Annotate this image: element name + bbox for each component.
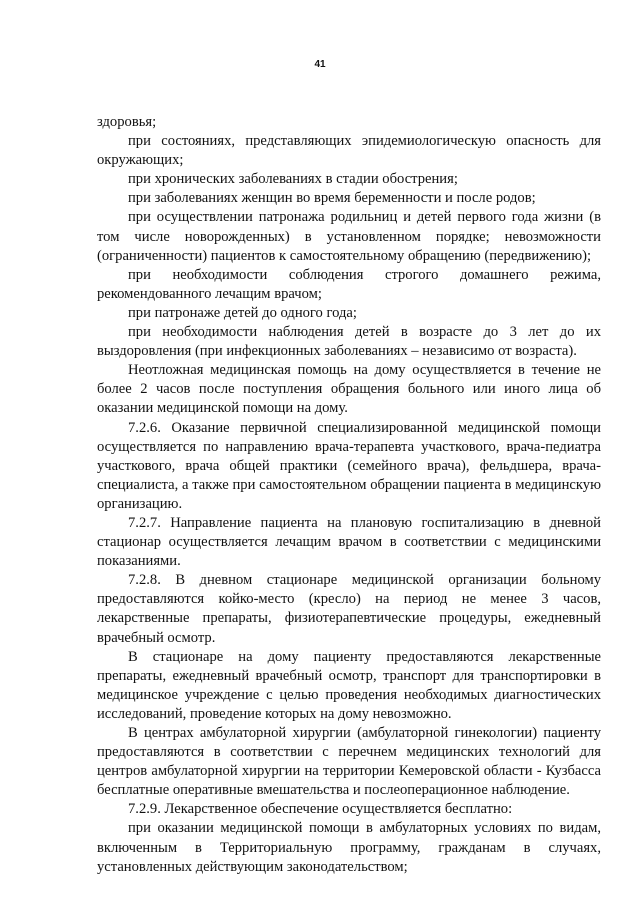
paragraph: В центрах амбулаторной хирургии (амбулаторной гинекологии) пациенту предоставляются в соответствии с перечнем медицинских технологий для центров амбулаторной хирургии на территории Кемеровской области - Кузбасса бесплатные оперативные вмешательства и послеоперационное наблюдение. — [97, 725, 601, 799]
paragraph: при осуществлении патронажа родильниц и детей первого года жизни (в том числе новорожденных) в установленном порядке; невозможности (ограниченности) пациентов к самостоятельному обращению (передвижению); — [97, 209, 601, 264]
paragraph: 7.2.7. Направление пациента на плановую госпитализацию в дневной стационар осуществляется лечащим врачом в соответствии с медицинскими показаниями. — [97, 514, 601, 570]
page-number: 41 — [314, 59, 326, 70]
paragraph: 7.2.8. В дневном стационаре медицинской организации больному предоставляются койко-место (кресло) на период не менее 3 часов, лекарственные препараты, физиотерапевтические процедуры, ежедневный врачебный осмотр. — [97, 572, 601, 646]
document-body — [97, 113, 601, 877]
paragraph: при патронаже детей до одного года; — [128, 304, 357, 321]
paragraph: при необходимости соблюдения строгого домашнего режима, рекомендованного лечащим врачом; — [97, 266, 601, 302]
paragraph: 7.2.6. Оказание первичной специализированной медицинской помощи осуществляется по направлению врача-терапевта участкового, врача-педиатра участкового, врача общей практики (семейного врача), фельдшера, врача-специалиста, а также при самостоятельном обращении пациента в медицинскую организацию. — [97, 419, 601, 512]
paragraph: Неотложная медицинская помощь на дому осуществляется в течение не более 2 часов после поступления обращения больного или иного лица об оказании медицинской помощи на дому. — [97, 362, 601, 417]
paragraph: 7.2.9. Лекарственное обеспечение осуществляется бесплатно: — [128, 801, 513, 818]
paragraph: при заболеваниях женщин во время беременности и после родов; — [128, 190, 536, 207]
paragraph: при необходимости наблюдения детей в возрасте до 3 лет до их выздоровления (при инфекционных заболеваниях – независимо от возраста). — [97, 324, 601, 360]
paragraph: при состояниях, представляющих эпидемиологическую опасность для окружающих; — [97, 133, 601, 169]
paragraph: при хронических заболеваниях в стадии обострения; — [128, 171, 458, 188]
paragraph: здоровья; — [97, 114, 157, 130]
paragraph: при оказании медицинской помощи в амбулаторных условиях по видам, включенным в Территориальную программу, гражданам в случаях, установленных действующим законодательством; — [97, 820, 601, 875]
paragraph: В стационаре на дому пациенту предоставляются лекарственные препараты, ежедневный врачебный осмотр, транспорт для транспортировки в медицинское учреждение с целью проведения необходимых диагностических исследований, проведение которых на дому невозможно. — [97, 648, 601, 722]
